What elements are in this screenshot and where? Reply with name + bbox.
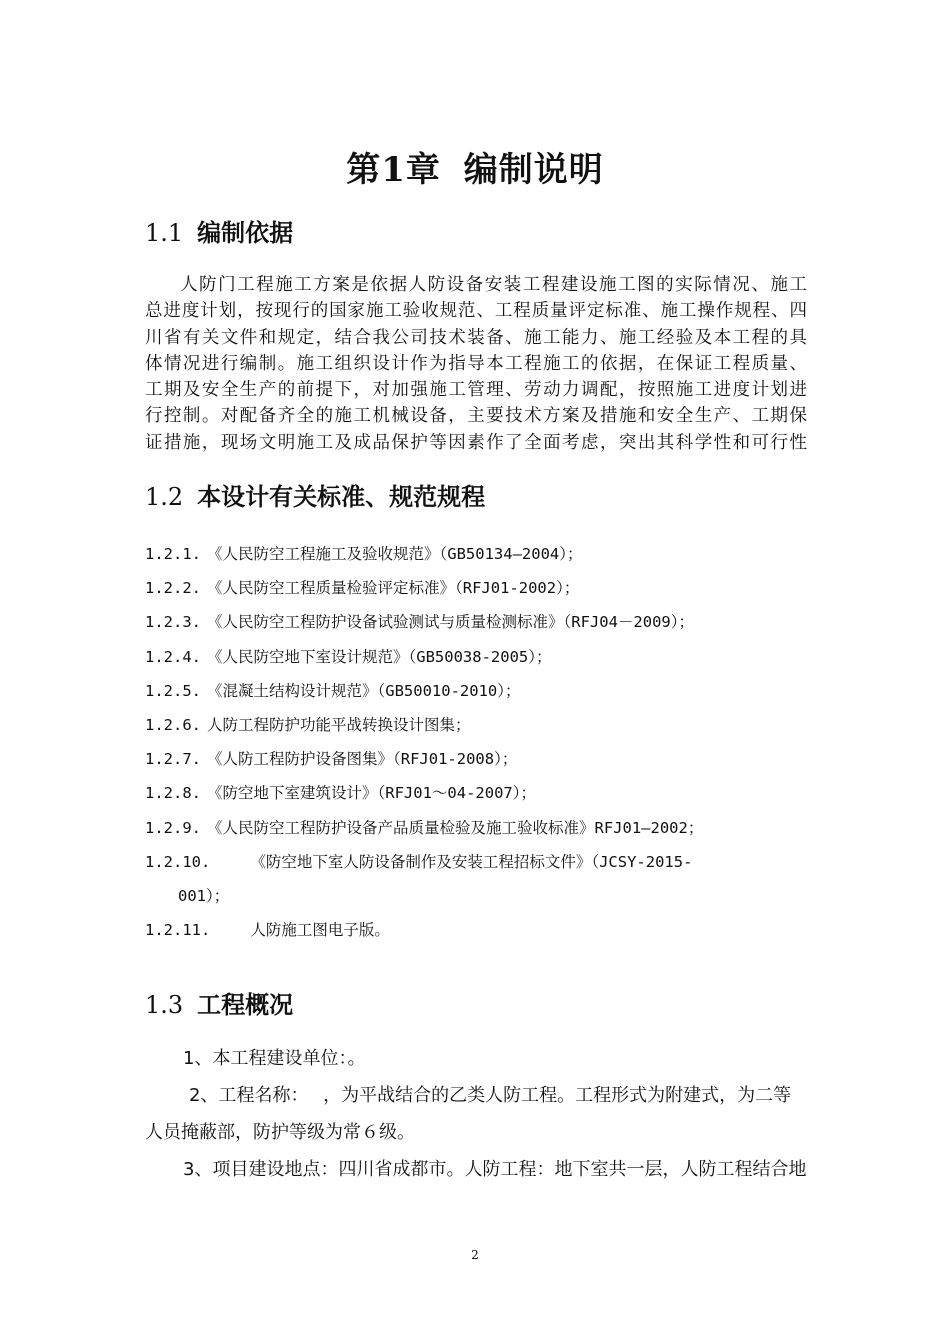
paragraph-line: 人员掩蔽部，防护等级为常６级。: [145, 1122, 415, 1143]
paragraph-line: 证措施，现场文明施工及成品保护等因素作了全面考虑，突出其科学性和可行性: [145, 432, 807, 453]
paragraph-line: 2、工程名称： ，为平战结合的乙类人防工程。工程形式为附建式，为二等: [189, 1085, 792, 1106]
list-item: 1.2.3. 《人民防空工程防护设备试验测试与质量检测标准》（RFJ04－2009）；: [145, 613, 694, 632]
list-item: 1.2.7. 《人防工程防护设备图集》（RFJ01-2008）；: [145, 750, 518, 769]
paragraph-line: 总进度计划，按现行的国家施工验收规范、工程质量评定标准、施工操作规程、四: [145, 301, 807, 322]
basis-paragraph: [145, 272, 807, 456]
list-item: 1.2.10. 《防空地下室人防设备制作及安装工程招标文件》（JCSY-2015-: [145, 852, 693, 871]
section-heading-1-3: [145, 985, 293, 1020]
chapter-title: [0, 142, 950, 191]
section-title: 本设计有关标准、规范规程: [197, 482, 486, 511]
paragraph-line: 行控制。对配备齐全的施工机械设备，主要技术方案及措施和安全生产、工期保: [145, 406, 807, 427]
list-item: 1.2.4. 《人民防空地下室设计规范》（GB50038-2005）；: [145, 647, 552, 666]
section-heading-1-1: [145, 213, 293, 248]
list-item: 1.2.2. 《人民防空工程质量检验评定标准》（RFJ01-2002）；: [145, 579, 580, 598]
chapter-name: 编制说明: [463, 150, 604, 190]
chapter-label: 第1章: [346, 150, 441, 190]
list-item: 1.2.1. 《人民防空工程施工及验收规范》（GB50134—2004）；: [145, 545, 583, 563]
paragraph-line: 体情况进行编制。施工组织设计作为指导本工程施工的依据，在保证工程质量、: [145, 353, 807, 374]
list-item: 1.2.6. 人防工程防护功能平战转换设计图集；: [145, 715, 471, 734]
overview-paragraph: [145, 1040, 807, 1188]
list-item: 1.2.5. 《混凝土结构设计规范》（GB50010-2010）；: [145, 681, 521, 700]
list-item: 1.2.8. 《防空地下室建筑设计》（RFJ01～04-2007）；: [145, 784, 536, 803]
standards-list: [145, 537, 810, 947]
paragraph-line: 人防门工程施工方案是依据人防设备安装工程建设施工图的实际情况、施工: [180, 275, 807, 295]
list-item-continuation: 001）；: [178, 886, 230, 905]
paragraph-line: 川省有关文件和规定，结合我公司技术装备、施工能力、施工经验及本工程的具: [145, 327, 807, 348]
section-title: 工程概况: [197, 990, 294, 1019]
page-number: 2: [471, 1248, 479, 1262]
section-number: 1.2: [145, 483, 184, 511]
section-heading-1-2: [145, 477, 485, 512]
list-item: 1.2.11. 人防施工图电子版。: [145, 921, 390, 940]
paragraph-line: 3、项目建设地点：四川省成都市。人防工程：地下室共一层，人防工程结合地: [183, 1159, 807, 1180]
list-item: 1.2.9. 《人民防空工程防护设备产品质量检验及施工验收标准》RFJ01—2002；: [145, 818, 704, 837]
section-number: 1.1: [145, 219, 184, 247]
paragraph-line: 工期及安全生产的前提下，对加强施工管理、劳动力调配，按照施工进度计划进: [145, 380, 807, 401]
section-number: 1.3: [145, 991, 184, 1019]
section-title: 编制依据: [197, 218, 294, 247]
paragraph-line: 1、本工程建设单位：。: [183, 1048, 366, 1069]
